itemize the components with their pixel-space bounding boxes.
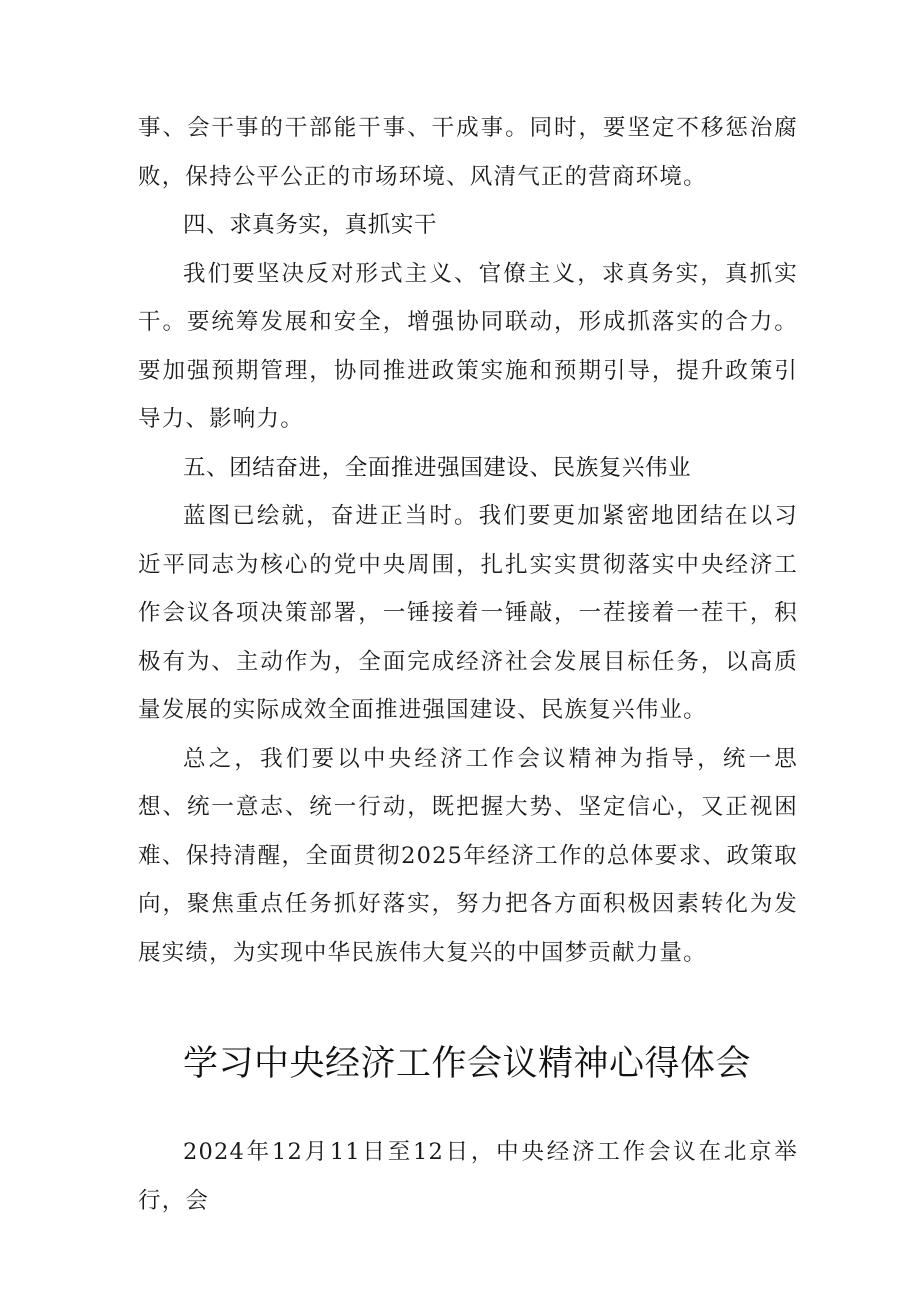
document-body <box>138 104 798 977</box>
document-title: 学习中央经济工作会议精神心得体会 <box>183 1044 752 1084</box>
paragraph-conclusion: 总之，我们要以中央经济工作会议精神为指导，统一思想、统一意志、统一行动，既把握大势、坚定信心，又正视困难、保持清醒，全面贯彻2025年经济工作的总体要求、政策取向，聚焦重点任务抓好落实，努力把各方面积极因素转化为发展实绩，为实现中华民族伟大复兴的中国梦贡献力量。 <box>138 745 798 966</box>
section-heading-five: 五、团结奋进，全面推进强国建设、民族复兴伟业 <box>183 454 692 481</box>
document-intro <box>138 1128 798 1225</box>
section-heading-four: 四、求真务实，真抓实干 <box>183 212 438 238</box>
paragraph-continuation: 事、会干事的干部能干事、干成事。同时，要坚定不移惩治腐败，保持公平公正的市场环境、风清气正的营商环境。 <box>138 115 798 190</box>
paragraph-intro: 2024年12月11日至12日，中央经济工作会议在北京举行，会 <box>138 1139 798 1214</box>
paragraph-section-four: 我们要坚决反对形式主义、官僚主义，求真务实，真抓实干。要统筹发展和安全，增强协同联动，形成抓落实的合力。要加强预期管理，协同推进政策实施和预期引导，提升政策引导力、影响力。 <box>138 260 798 432</box>
paragraph-section-five: 蓝图已绘就，奋进正当时。我们要更加紧密地团结在以习近平同志为核心的党中央周围，扎扎实实贯彻落实中央经济工作会议各项决策部署，一锤接着一锤敲，一茬接着一茬干，积极有为、主动作为，全面完成经济社会发展目标任务，以高质量发展的实际成效全面推进强国建设、民族复兴伟业。 <box>138 503 798 723</box>
